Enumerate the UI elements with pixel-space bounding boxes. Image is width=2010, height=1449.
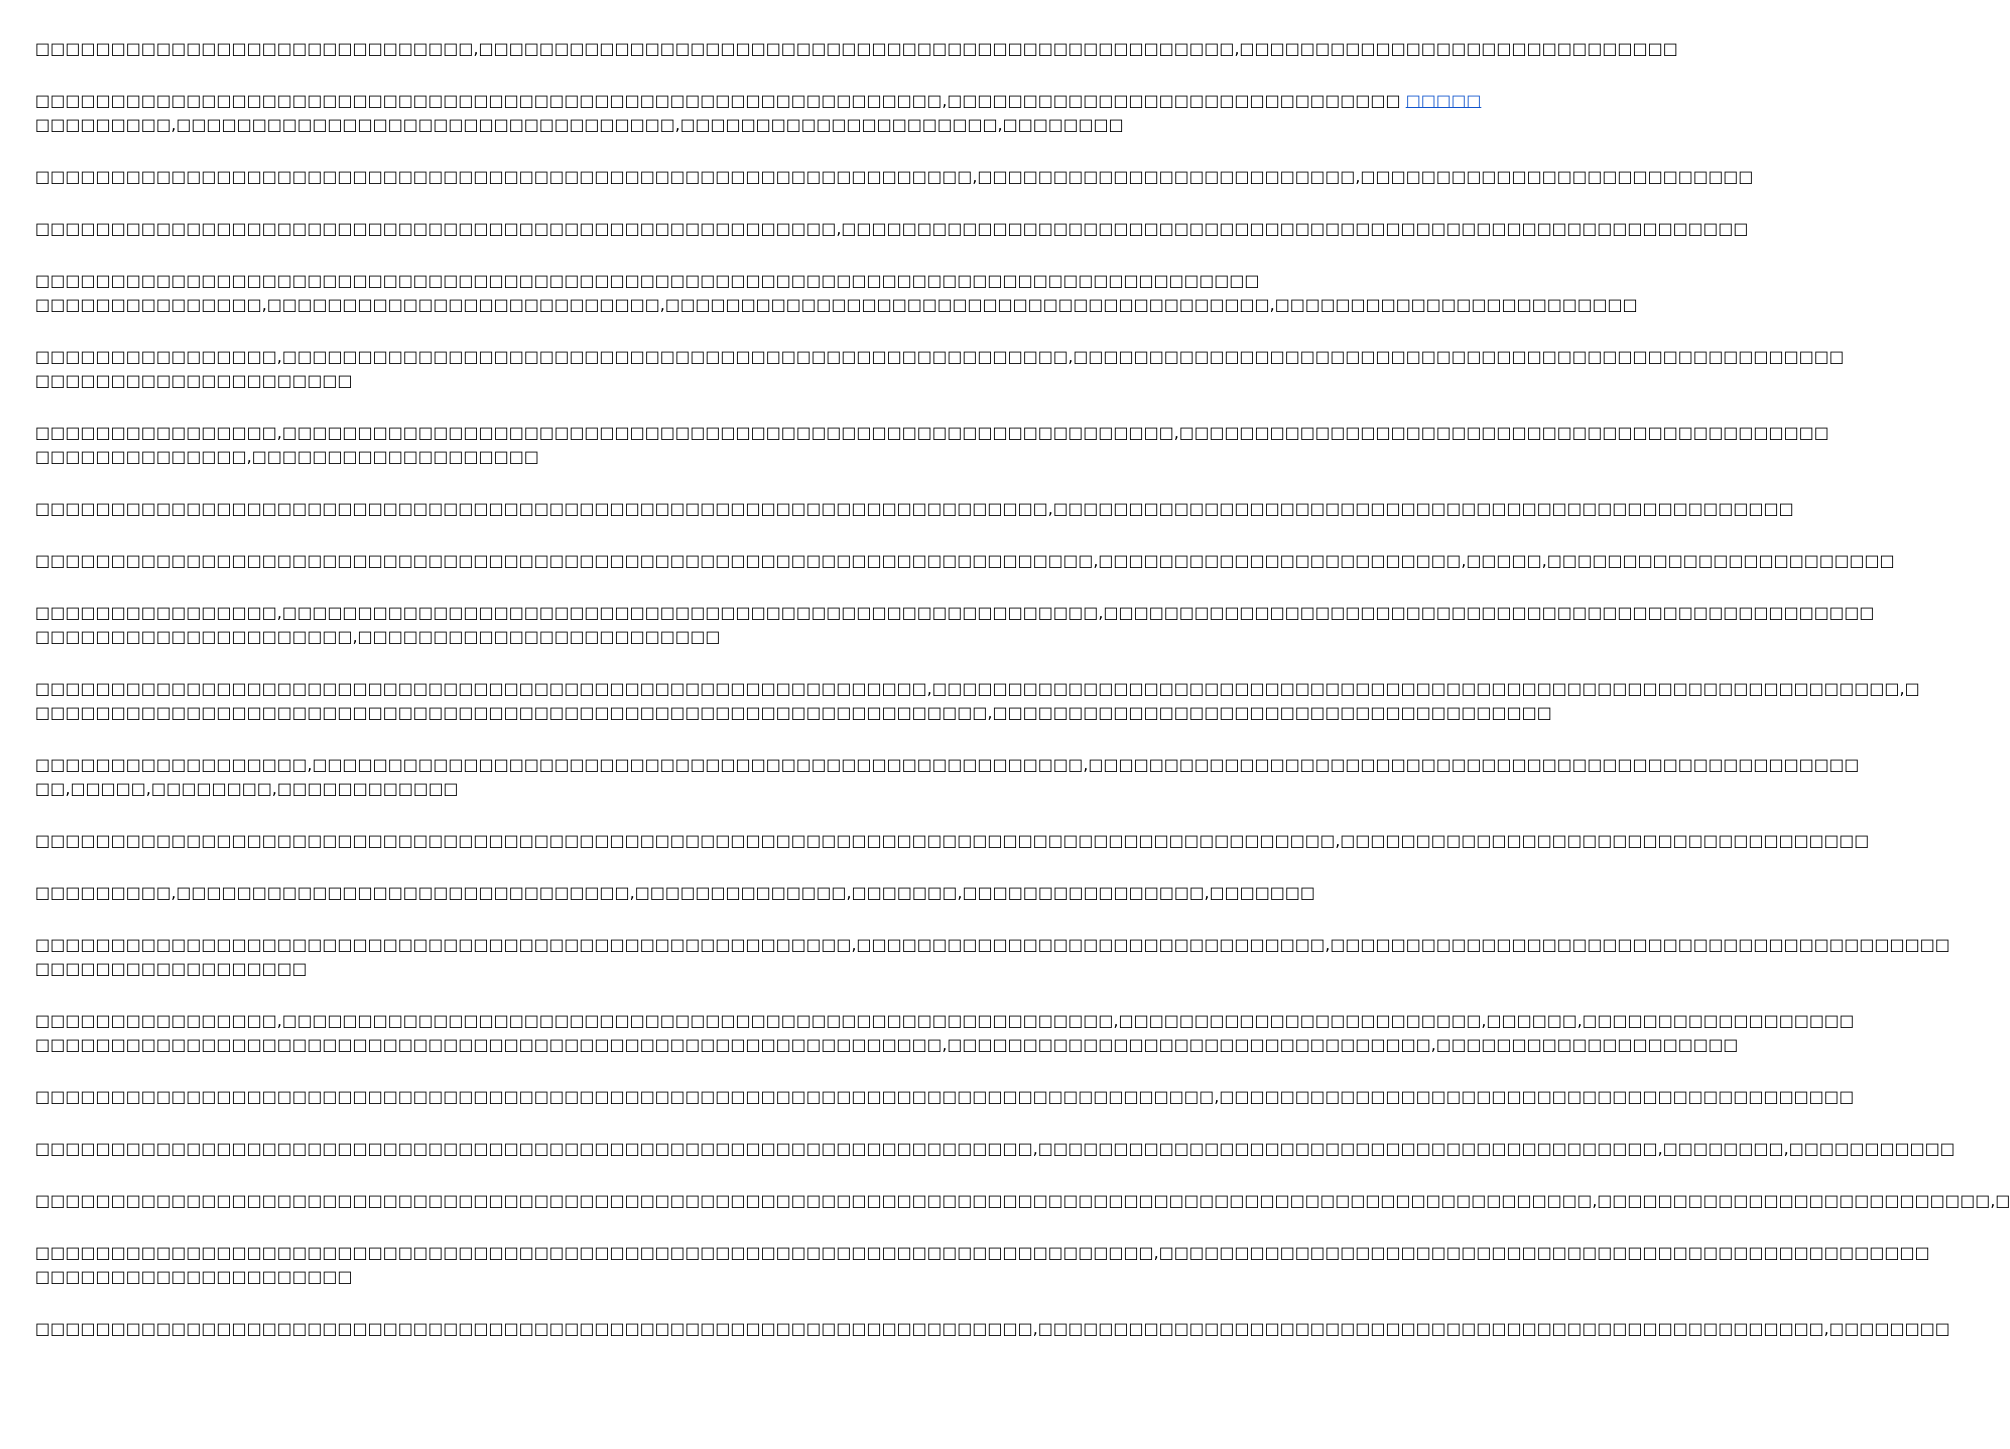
paragraph-line: □□□□□□□□□□□□□□□□,□□□□□□□□□□□□□□□□□□□□□□□□□□□□□□□□□□□□□□□□□□□□□□□□□□□□□□,□□□□□□□□□□□□□□□□□□□□□□□□□□□□□□□□□□□□□□□□□□□□□□□□□□□ (35, 603, 1875, 622)
paragraph-16 (35, 1009, 1855, 1057)
paragraph-line: □□□□□□□□□□□□□□□□□□□□□□□□□□□□□□□□□□□□□□□□□□□□□□□□□□□□□□□□□□□□□□□□□□□□□□□□□□□□□□□□□□□□□□□□□□□□□□□□□□□□□□□,□□□□□□□□□□□□□□□□□□□□□□□□□□,□ (35, 1191, 2010, 1210)
paragraph-15 (35, 933, 1950, 981)
paragraph-line: □□□□□□□□□,□□□□□□□□□□□□□□□□□□□□□□□□□□□□□□,□□□□□□□□□□□□□□,□□□□□□□,□□□□□□□□□□□□□□□□,□□□□□□□ (35, 883, 1316, 902)
paragraph-line: □□□□□□□□□□□□□□□□□□□□□□□□□□□□□,□□□□□□□□□□□□□□□□□□□□□□□□□□□□□□□□□□□□□□□□□□□□□□□□□□,□□□□□□□□□□□□□□□□□□□□□□□□□□□□□ (35, 39, 1678, 58)
paragraph-10 (35, 601, 1875, 649)
paragraph-line-text: □□□□□□□□□□□□□□□□□□□□□□□□□□□□□□□□□□□□□□□□□□□□□□□□□□□□□□□□□□□□,□□□□□□□□□□□□□□□□□□□□□□□□□□□□□□ (35, 91, 1406, 110)
paragraph-17 (35, 1085, 1855, 1109)
paragraph-2 (35, 89, 1482, 137)
paragraph-line: □□□□□□□□□□□□□□□□□□□□□□□□□□□□□□□□□□□□□□□□□□□□□□□□□□□□□□□□□□□□,□□□□□□□□□□□□□□□□□□□□□□□□□□□□□□□□,□□□□□□□□□□□□□□□□□□□□ (35, 1035, 1739, 1054)
paragraph-line (35, 89, 1482, 113)
paragraph-4 (35, 217, 1749, 241)
paragraph-21 (35, 1317, 1950, 1341)
paragraph-9 (35, 549, 1895, 573)
paragraph-13 (35, 829, 1870, 853)
paragraph-1 (35, 37, 1678, 61)
paragraph-line: □□□□□□□□□□□□□□□□□□□□□□□□□□□□□□□□□□□□□□□□□□□□□□□□□□□□□□□□□□□□□□□□□□□□□□□□□□,□□□□□□□□□□□□□□□□□□□□□□□□□□□□□□□□□□□□□□□□□□□□□□□□□□□ (35, 1243, 1930, 1262)
paragraph-11 (35, 677, 1920, 725)
paragraph-line: □□□□□□□□□□□□□□□,□□□□□□□□□□□□□□□□□□□□□□□□□□,□□□□□□□□□□□□□□□□□□□□□□□□□□□□□□□□□□□□□□□□,□□□□□□□□□□□□□□□□□□□□□□□□ (35, 295, 1638, 314)
paragraph-8 (35, 497, 1794, 521)
paragraph-line: □□□□□□□□□□□□□□□□□□□□□ (35, 1267, 353, 1286)
paragraph-line: □□□□□□□□□,□□□□□□□□□□□□□□□□□□□□□□□□□□□□□□□□□,□□□□□□□□□□□□□□□□□□□□□,□□□□□□□□ (35, 115, 1124, 134)
paragraph-3 (35, 165, 1754, 189)
paragraph-line: □□□□□□□□□□□□□□□□□□□□□□□□□□□□□□□□□□□□□□□□□□□□□□□□□□□□□□□□□□□,□□□□□□□□□□□□□□□□□□□□□□□□□□□□□□□□□□□□□□□□□□□□□□□□□□□□□□□□□□□□□□□□,□ (35, 679, 1920, 698)
paragraph-line: □□□□□□□□□□□□□□□□□□□□□□□□□□□□□□□□□□□□□□□□□□□□□□□□□□□□□□,□□□□□□□□□□□□□□□□□□□□□□□□□□□□□□□,□□□□□□□□□□□□□□□□□□□□□□□□□□□□□□□□□□□□□□□□□ (35, 935, 1950, 954)
paragraph-line: □□□□□□□□□□□□□□□□□□□□□□□□□□□□□□□□□□□□□□□□□□□□□□□□□□□□□□□□□□□□□□□□□□□□□□□□□□□□□□,□□□□□□□□□□□□□□□□□□□□□□□□□□□□□□□□□□□□□□□□□□ (35, 1087, 1855, 1106)
paragraph-18 (35, 1137, 1956, 1161)
paragraph-6 (35, 345, 1845, 393)
paragraph-7 (35, 421, 1829, 469)
paragraph-line: □□□□□□□□□□□□□□□□□□□□□,□□□□□□□□□□□□□□□□□□□□□□□□ (35, 627, 721, 646)
paragraph-line: □□□□□□□□□□□□□□□□□□□□□□□□□□□□□□□□□□□□□□□□□□□□□□□□□□□□□□□□□□□□□□□□□□□,□□□□□□□□□□□□□□□□□□□□□□□□□□□□□□□□□□□□□□□□□□□□□□□□□ (35, 499, 1794, 518)
paragraph-20 (35, 1241, 1930, 1289)
paragraph-19 (35, 1189, 2010, 1213)
paragraph-line: □□□□□□□□□□□□□□□□□□□□□□□□□□□□□□□□□□□□□□□□□□□□□□□□□□□□□□□□□□□□□□,□□□□□□□□□□□□□□□□□□□□□□□□□,□□□□□□□□□□□□□□□□□□□□□□□□□□ (35, 167, 1754, 186)
paragraph-14 (35, 881, 1316, 905)
paragraph-line: □□□□□□□□□□□□□□□□□□□□□□□□□□□□□□□□□□□□□□□□□□□□□□□□□□□□□□□□□□□□□□□,□□□□□□□□□□□□□□□□□□□□□□□□□□□□□□□□□□□□□ (35, 703, 1552, 722)
paragraph-line: □□,□□□□□,□□□□□□□□,□□□□□□□□□□□□ (35, 779, 459, 798)
paragraph-line: □□□□□□□□□□□□□□□□□□□□□□□□□□□□□□□□□□□□□□□□□□□□□□□□□□□□□□□□□□□□□□□□□□□□□□□□□□□□□□□□□ (35, 271, 1260, 290)
document-body (35, 37, 2010, 1369)
paragraph-line: □□□□□□□□□□□□□□□□,□□□□□□□□□□□□□□□□□□□□□□□□□□□□□□□□□□□□□□□□□□□□□□□□□□□□,□□□□□□□□□□□□□□□□□□□□□□□□□□□□□□□□□□□□□□□□□□□□□□□□□□□ (35, 347, 1845, 366)
paragraph-line: □□□□□□□□□□□□□□□□,□□□□□□□□□□□□□□□□□□□□□□□□□□□□□□□□□□□□□□□□□□□□□□□□□□□□□□□,□□□□□□□□□□□□□□□□□□□□□□□□,□□□□□□,□□□□□□□□□□□□□□□□□□ (35, 1011, 1855, 1030)
paragraph-line: □□□□□□□□□□□□□□□□□□□□□□□□□□□□□□□□□□□□□□□□□□□□□□□□□□□□□□□□□□□□□□□□□□□□□□,□□□□□□□□□□□□□□□□□□□□□□□□,□□□□□,□□□□□□□□□□□□□□□□□□□□□□□ (35, 551, 1895, 570)
inline-link[interactable]: □□□□□ (1405, 91, 1482, 110)
paragraph-line: □□□□□□□□□□□□□□□□□□□□□□□□□□□□□□□□□□□□□□□□□□□□□□□□□□□□□□□□□□□□□□□□□□,□□□□□□□□□□□□□□□□□□□□□□□□□□□□□□□□□□□□□□□□□□□□□□□□□□□□,□□□□□□□□ (35, 1319, 1950, 1338)
paragraph-12 (35, 753, 1860, 801)
paragraph-line: □□□□□□□□□□□□□□□□,□□□□□□□□□□□□□□□□□□□□□□□□□□□□□□□□□□□□□□□□□□□□□□□□□□□□□□□□□□□,□□□□□□□□□□□□□□□□□□□□□□□□□□□□□□□□□□□□□□□□□□□ (35, 423, 1829, 442)
paragraph-5 (35, 269, 1638, 317)
paragraph-line: □□□□□□□□□□□□□□□□□□□□□□□□□□□□□□□□□□□□□□□□□□□□□□□□□□□□□,□□□□□□□□□□□□□□□□□□□□□□□□□□□□□□□□□□□□□□□□□□□□□□□□□□□□□□□□□□□□ (35, 219, 1749, 238)
paragraph-line: □□□□□□□□□□□□□□□□□□ (35, 959, 308, 978)
paragraph-line: □□□□□□□□□□□□□□□□□□□□□□□□□□□□□□□□□□□□□□□□□□□□□□□□□□□□□□□□□□□□□□□□□□,□□□□□□□□□□□□□□□□□□□□□□□□□□□□□□□□□□□□□□□□□,□□□□□□□□,□□□□□□□□□□□ (35, 1139, 1956, 1158)
paragraph-line: □□□□□□□□□□□□□□□□□□,□□□□□□□□□□□□□□□□□□□□□□□□□□□□□□□□□□□□□□□□□□□□□□□□□□□,□□□□□□□□□□□□□□□□□□□□□□□□□□□□□□□□□□□□□□□□□□□□□□□□□□□ (35, 755, 1860, 774)
paragraph-line: □□□□□□□□□□□□□□□□□□□□□ (35, 371, 353, 390)
paragraph-line: □□□□□□□□□□□□□□,□□□□□□□□□□□□□□□□□□□ (35, 447, 539, 466)
paragraph-line: □□□□□□□□□□□□□□□□□□□□□□□□□□□□□□□□□□□□□□□□□□□□□□□□□□□□□□□□□□□□□□□□□□□□□□□□□□□□□□□□□□□□□□,□□□□□□□□□□□□□□□□□□□□□□□□□□□□□□□□□□□ (35, 831, 1870, 850)
